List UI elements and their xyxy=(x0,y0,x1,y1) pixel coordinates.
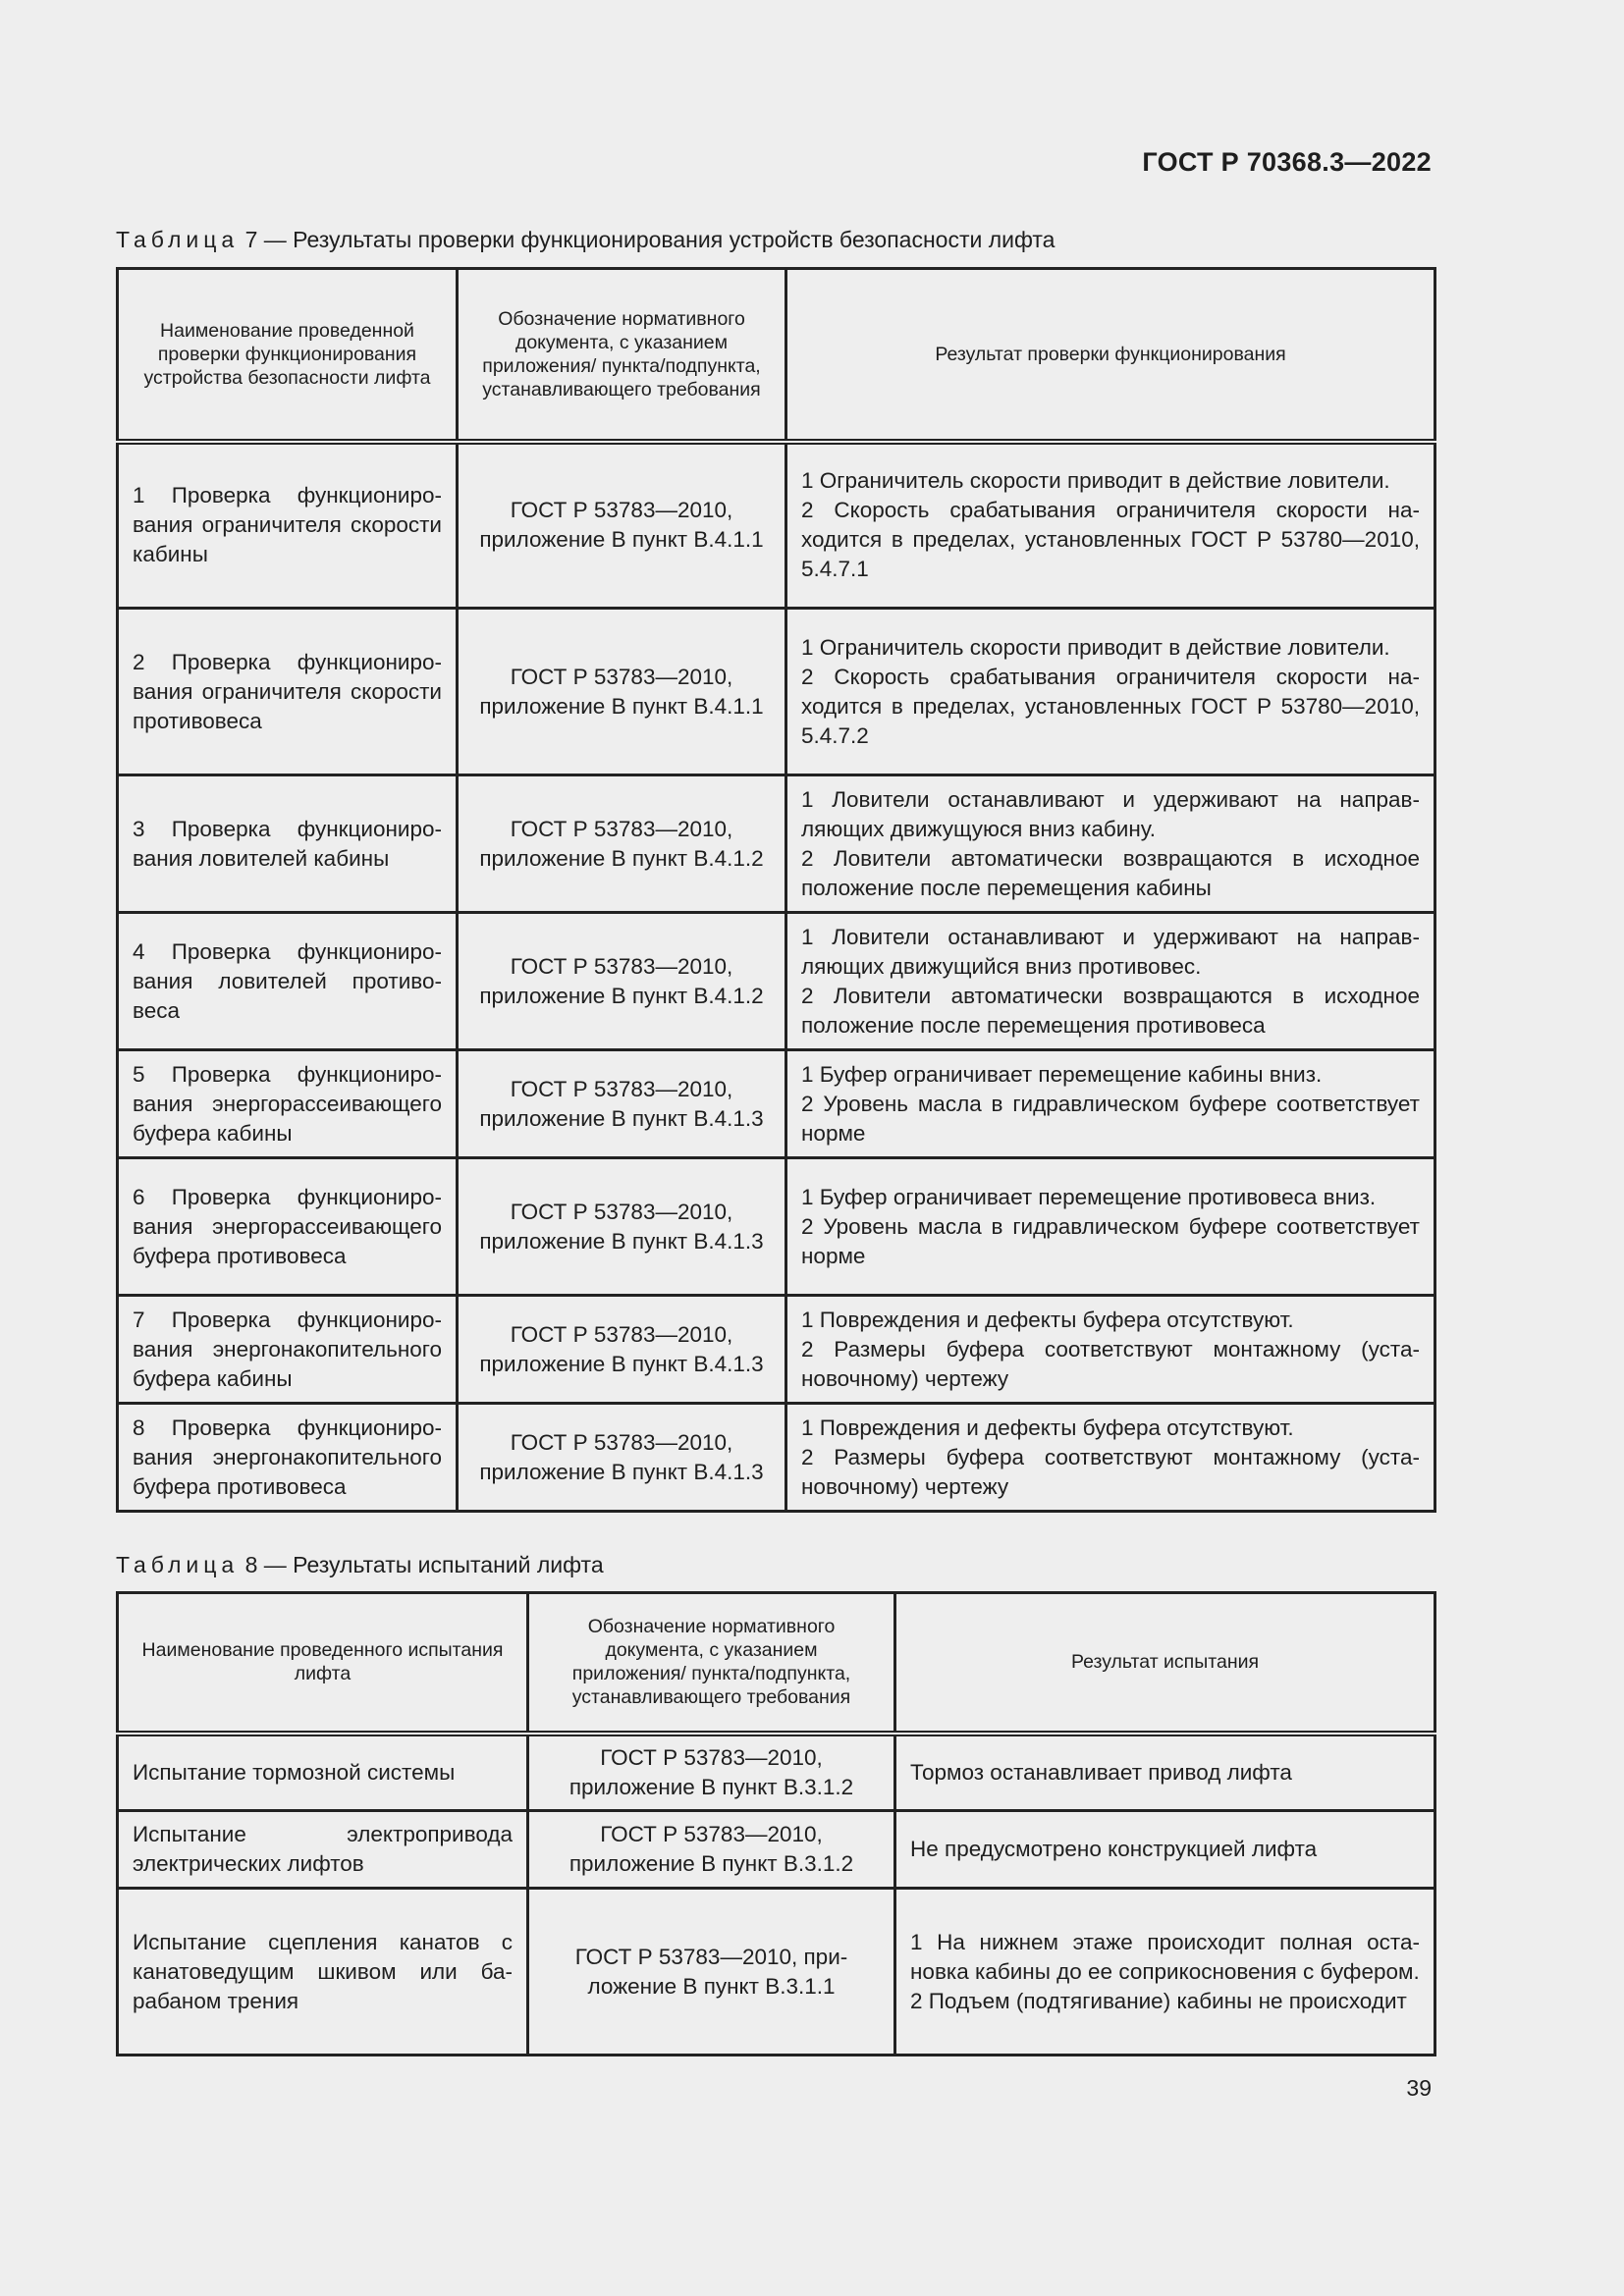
table7-header-document: Обозначение нормативного документа, с указанием приложения/ пункта/подпункта, устанавливающего требования xyxy=(458,269,786,442)
table8-caption-lead: Таблица xyxy=(116,1552,240,1577)
table8-row xyxy=(118,1811,1435,1889)
result-item: 2 Ловители автоматически возвращаются в исходное положение после перемещения кабины xyxy=(801,845,1420,900)
table7-row xyxy=(118,1296,1435,1404)
result-cell xyxy=(895,1734,1435,1811)
table8-header-name: Наименование проведенного испытания лифта xyxy=(118,1593,528,1734)
document-reference-cell: ГОСТ Р 53783—2010, приложение В пункт В.4.1.1 xyxy=(458,609,786,775)
page-number: 39 xyxy=(1406,2075,1432,2101)
table8-header-document: Обозначение нормативного документа, с указанием приложения/ пункта/подпункта, устанавливающего требования xyxy=(528,1593,895,1734)
table7-row xyxy=(118,609,1435,775)
table8-row xyxy=(118,1734,1435,1811)
result-cell xyxy=(786,609,1435,775)
table8-caption-text: 8 — Результаты испытаний лифта xyxy=(239,1552,604,1577)
result-item: 2 Размеры буфера соответствуют монтажному (установочному) чертежу xyxy=(801,1336,1420,1391)
result-item: 2 Ловители автоматически возвращаются в исходное положение после перемещения противовеса xyxy=(801,983,1420,1038)
table8-row xyxy=(118,1889,1435,2056)
result-item: 1 Повреждения и дефекты буфера отсутствуют. xyxy=(801,1307,1294,1332)
document-reference-cell: ГОСТ Р 53783—2010, приложение В пункт В.4.1.2 xyxy=(458,913,786,1050)
check-name-cell: Испытание сцепления канатов с канатоведущим шкивом или барабаном трения xyxy=(118,1889,528,2056)
check-name-cell: 3 Проверка функционирования ловителей кабины xyxy=(118,775,458,913)
check-name-cell: Испытание электропривода электрических лифтов xyxy=(118,1811,528,1889)
check-name-cell: Испытание тормозной системы xyxy=(118,1734,528,1811)
standard-designation: ГОСТ Р 70368.3—2022 xyxy=(1142,147,1432,177)
result-item: 1 На нижнем этаже происходит полная остановка кабины до ее соприкосновения с буфером. xyxy=(910,1929,1420,1984)
result-item: 1 Ловители останавливают и удерживают на направляющих движущийся вниз противовес. xyxy=(801,924,1420,979)
result-cell xyxy=(786,913,1435,1050)
result-item: 1 Повреждения и дефекты буфера отсутствуют. xyxy=(801,1415,1294,1440)
table7-row xyxy=(118,1050,1435,1158)
table7-row xyxy=(118,1158,1435,1296)
result-cell xyxy=(895,1889,1435,2056)
result-item: 1 Ловители останавливают и удерживают на направляющих движущуюся вниз кабину. xyxy=(801,786,1420,841)
table7-header-row xyxy=(118,269,1435,442)
document-reference-cell: ГОСТ Р 53783—2010, приложение В пункт В.4.1.3 xyxy=(458,1296,786,1404)
check-name-cell: 5 Проверка функционирования энергорассеивающего буфера кабины xyxy=(118,1050,458,1158)
check-name-cell: 8 Проверка функционирования энергонакопительного буфера противовеса xyxy=(118,1404,458,1512)
result-cell xyxy=(786,1158,1435,1296)
result-cell xyxy=(786,1404,1435,1512)
check-name-cell: 7 Проверка функционирования энергонакопительного буфера кабины xyxy=(118,1296,458,1404)
table7-caption-lead: Таблица xyxy=(116,227,240,252)
table7-caption-text: 7 — Результаты проверки функционирования устройств безопасности лифта xyxy=(239,227,1056,252)
result-item: 1 Буфер ограничивает перемещение кабины вниз. xyxy=(801,1061,1323,1087)
table7-header-result: Результат проверки функционирования xyxy=(786,269,1435,442)
result-item: 1 Буфер ограничивает перемещение противовеса вниз. xyxy=(801,1184,1377,1209)
result-cell xyxy=(786,1296,1435,1404)
result-cell xyxy=(786,442,1435,609)
table8-caption xyxy=(116,1551,604,1578)
result-item: 1 Ограничитель скорости приводит в действие ловители. xyxy=(801,468,1390,494)
result-item: 2 Подъем (подтягивание) кабины не происходит xyxy=(910,1988,1407,2013)
document-reference-cell: ГОСТ Р 53783—2010, приложение В пункт В.4.1.3 xyxy=(458,1158,786,1296)
check-name-cell: 2 Проверка функционирования ограничителя скорости противовеса xyxy=(118,609,458,775)
result-cell xyxy=(895,1811,1435,1889)
result-item: 2 Уровень масла в гидравлическом буфере соответствует норме xyxy=(801,1091,1420,1146)
result-cell xyxy=(786,1050,1435,1158)
document-reference-cell: ГОСТ Р 53783—2010, приложение В пункт В.3.1.1 xyxy=(528,1889,895,2056)
table8-header-result: Результат испытания xyxy=(895,1593,1435,1734)
result-item: 2 Скорость срабатывания ограничителя скорости находится в пределах, установленных ГОСТ Р 53780—2010, 5.4.7.2 xyxy=(801,664,1420,748)
table7-row xyxy=(118,775,1435,913)
document-reference-cell: ГОСТ Р 53783—2010, приложение В пункт В.4.1.3 xyxy=(458,1404,786,1512)
document-reference-cell: ГОСТ Р 53783—2010, приложение В пункт В.4.1.1 xyxy=(458,442,786,609)
document-reference-cell: ГОСТ Р 53783—2010, приложение В пункт В.3.1.2 xyxy=(528,1811,895,1889)
table8-header-row xyxy=(118,1593,1435,1734)
result-item: Не предусмотрено конструкцией лифта xyxy=(910,1837,1318,1861)
table8 xyxy=(116,1591,1436,2056)
table7-row xyxy=(118,913,1435,1050)
check-name-cell: 4 Проверка функционирования ловителей противовеса xyxy=(118,913,458,1050)
document-reference-cell: ГОСТ Р 53783—2010, приложение В пункт В.3.1.2 xyxy=(528,1734,895,1811)
table7-header-name: Наименование проведенной проверки функционирования устройства безопасности лифта xyxy=(118,269,458,442)
result-item: 1 Ограничитель скорости приводит в действие ловители. xyxy=(801,634,1390,660)
document-reference-cell: ГОСТ Р 53783—2010, приложение В пункт В.4.1.2 xyxy=(458,775,786,913)
result-cell xyxy=(786,775,1435,913)
table7 xyxy=(116,267,1436,1513)
table7-caption xyxy=(116,226,1055,253)
result-item: 2 Скорость срабатывания ограничителя скорости находится в пределах, установленных ГОСТ Р 53780—2010, 5.4.7.1 xyxy=(801,498,1420,582)
check-name-cell: 6 Проверка функционирования энергорассеивающего буфера противовеса xyxy=(118,1158,458,1296)
table7-row xyxy=(118,1404,1435,1512)
result-item: 2 Размеры буфера соответствуют монтажному (установочному) чертежу xyxy=(801,1444,1420,1499)
result-item: Тормоз останавливает привод лифта xyxy=(910,1759,1292,1785)
result-item: 2 Уровень масла в гидравлическом буфере соответствует норме xyxy=(801,1213,1420,1268)
table7-row xyxy=(118,442,1435,609)
document-reference-cell: ГОСТ Р 53783—2010, приложение В пункт В.4.1.3 xyxy=(458,1050,786,1158)
check-name-cell: 1 Проверка функционирования ограничителя скорости кабины xyxy=(118,442,458,609)
